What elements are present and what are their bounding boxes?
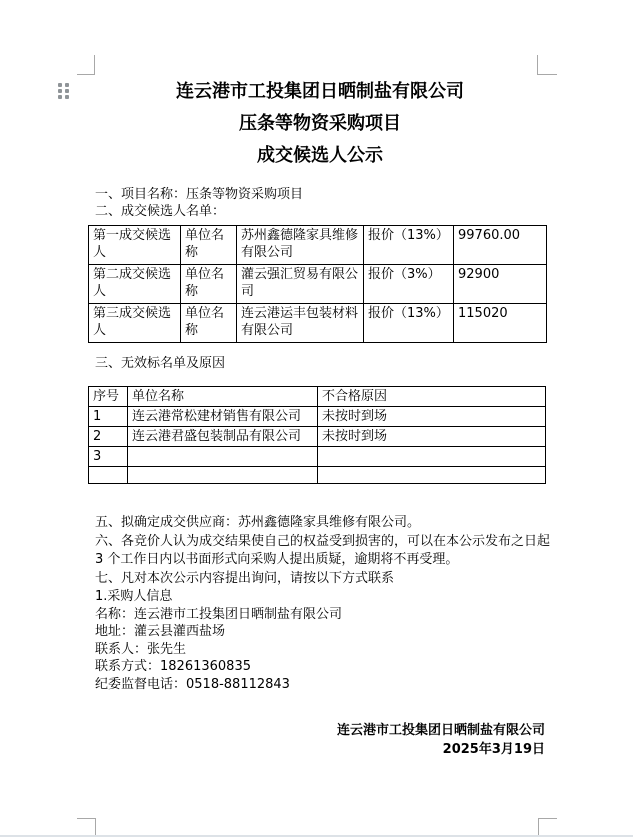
table-row	[89, 304, 547, 343]
table-row	[89, 226, 547, 265]
candidate-rank-cell: 第三成交候选人	[89, 304, 181, 343]
purchaser-info-heading: 1.采购人信息	[95, 589, 173, 604]
serial-no-cell: 1	[89, 407, 128, 427]
unit-name-cell: 连云港常松建材销售有限公司	[128, 407, 318, 427]
reason-cell	[318, 467, 546, 484]
reason-cell	[318, 447, 546, 467]
price-cell: 92900	[454, 265, 547, 304]
anchor-dot	[65, 95, 69, 99]
margin-mark-bottom-left	[77, 818, 96, 835]
reason-cell: 未按时到场	[318, 407, 546, 427]
table-row	[89, 467, 546, 484]
anchor-dot	[58, 83, 62, 87]
section-invalid-bids-heading: 三、无效标名单及原因	[95, 356, 226, 371]
table-row	[89, 407, 546, 427]
unit-label-cell: 单位名称	[181, 226, 237, 265]
company-name-cell: 连云港运丰包装材料有限公司	[237, 304, 364, 343]
serial-no-cell	[89, 467, 128, 484]
price-cell: 115020	[454, 304, 547, 343]
section-supplier-confirmation: 五、拟确定成交供应商：苏州鑫德隆家具维修有限公司。	[95, 515, 421, 530]
contact-phone: 联系方式：18261360835	[95, 659, 251, 674]
invalid-bids-table	[88, 386, 546, 484]
serial-no-cell: 2	[89, 427, 128, 447]
price-cell: 99760.00	[454, 226, 547, 265]
unit-label-cell: 单位名称	[181, 304, 237, 343]
candidate-rank-cell: 第一成交候选人	[89, 226, 181, 265]
section-objection-line1: 六、各竞价人认为成交结果使自己的权益受到损害的，可以在本公示发布之日起	[95, 533, 551, 549]
unit-label-cell: 单位名称	[181, 265, 237, 304]
quote-label-cell: 报价（3%）	[364, 265, 454, 304]
title-company-name: 连云港市工投集团日晒制盐有限公司	[176, 81, 464, 102]
section-objection-line2: 3 个工作日内以书面形式向采购人提出质疑，逾期将不再受理。	[95, 552, 459, 567]
quote-label-cell: 报价（13%）	[364, 226, 454, 265]
unit-name-cell: 连云港君盛包装制品有限公司	[128, 427, 318, 447]
title-announcement-type: 成交候选人公示	[257, 145, 383, 166]
anchor-dot	[65, 83, 69, 87]
contact-person: 联系人：张先生	[95, 641, 187, 657]
section-inquiry: 七、凡对本次公示内容提出询问，请按以下方式联系	[95, 570, 395, 586]
table-row	[89, 265, 547, 304]
company-name-cell: 苏州鑫德隆家具维修有限公司	[237, 226, 364, 265]
anchor-dot	[58, 95, 62, 99]
serial-no-cell: 3	[89, 447, 128, 467]
title-project-name: 压条等物资采购项目	[239, 113, 401, 134]
company-name-cell: 灌云强汇贸易有限公司	[237, 265, 364, 304]
signature-date: 2025年3月19日	[442, 742, 545, 757]
table-row	[89, 447, 546, 467]
table-row	[89, 427, 546, 447]
purchaser-name: 名称：连云港市工投集团日晒制盐有限公司	[95, 606, 343, 622]
candidate-rank-cell: 第二成交候选人	[89, 265, 181, 304]
margin-mark-bottom-right	[538, 818, 557, 835]
drag-anchor-dots-icon[interactable]	[58, 83, 69, 99]
supervision-phone: 纪委监督电话：0518-88112843	[95, 676, 290, 692]
quote-label-cell: 报价（13%）	[364, 304, 454, 343]
signature-block	[95, 721, 545, 759]
margin-mark-top-left	[77, 55, 95, 75]
anchor-dot	[65, 89, 69, 93]
document-content	[93, 0, 551, 759]
unit-name-cell	[128, 447, 318, 467]
header-serial-no: 序号	[89, 387, 128, 407]
unit-name-cell	[128, 467, 318, 484]
candidates-table	[88, 225, 547, 343]
document-title-block	[95, 76, 545, 172]
section-candidates-heading: 二、成交候选人名单：	[95, 204, 226, 219]
anchor-dot	[58, 89, 62, 93]
header-reason: 不合格原因	[318, 387, 546, 407]
purchaser-address: 地址：灌云县灌西盐场	[95, 624, 226, 639]
signature-company: 连云港市工投集团日晒制盐有限公司	[336, 723, 545, 738]
reason-cell: 未按时到场	[318, 427, 546, 447]
section-project-name: 一、项目名称：压条等物资采购项目	[95, 187, 304, 202]
header-unit-name: 单位名称	[128, 387, 318, 407]
table-header-row	[89, 387, 546, 407]
